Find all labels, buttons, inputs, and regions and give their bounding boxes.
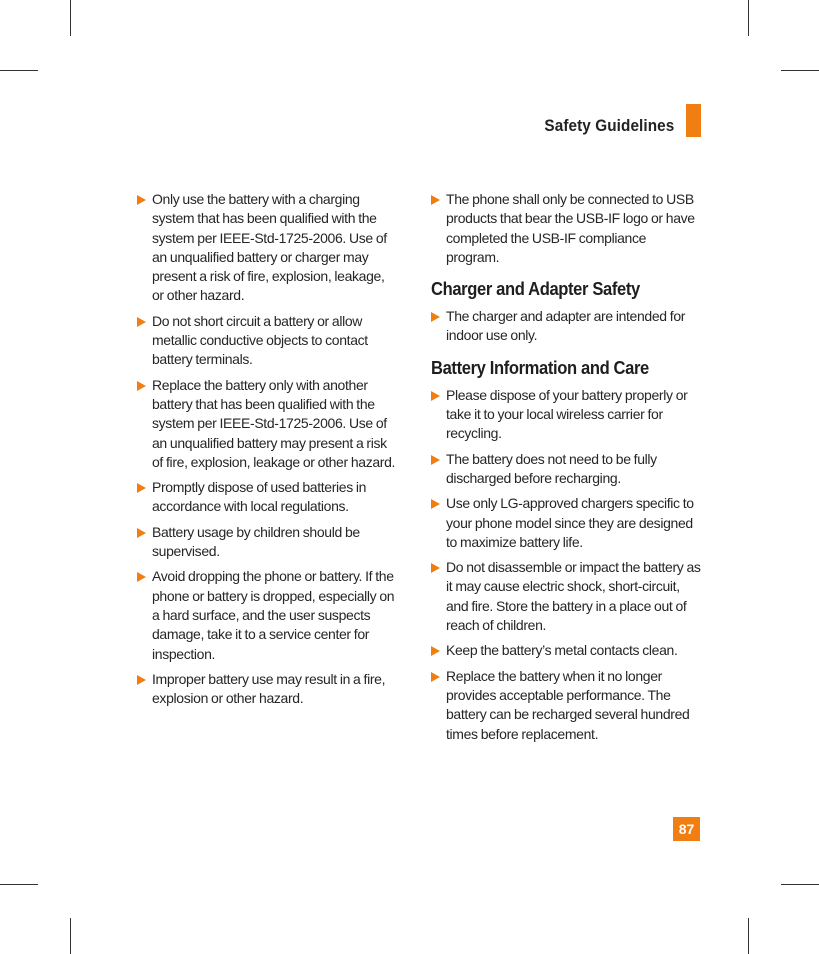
bullet-arrow-icon: [137, 675, 146, 685]
bullet-item: Improper battery use may result in a fire, explosion or other hazard.: [137, 670, 399, 709]
bullet-arrow-icon: [137, 381, 146, 391]
bullet-arrow-icon: [431, 312, 440, 322]
crop-mark: [748, 0, 749, 36]
bullet-item: Keep the battery’s metal contacts clean.: [431, 641, 702, 660]
bullet-arrow-icon: [137, 317, 146, 327]
bullet-arrow-icon: [431, 646, 440, 656]
usb-bullet-list: [431, 190, 702, 267]
crop-mark: [70, 918, 71, 954]
bullet-item: Avoid dropping the phone or battery. If the phone or battery is dropped, especially on a hard surface, and the user suspects damage, take it to a service center for inspection.: [137, 567, 399, 663]
bullet-item: Do not disassemble or impact the battery as it may cause electric shock, short-circuit, and fire. Store the battery in a place out of reach of children.: [431, 558, 702, 635]
crop-mark: [748, 918, 749, 954]
bullet-arrow-icon: [431, 455, 440, 465]
bullet-arrow-icon: [431, 391, 440, 401]
bullet-arrow-icon: [137, 572, 146, 582]
battery-bullet-list: [431, 386, 702, 744]
bullet-item: Replace the battery only with another battery that has been qualified with the system per IEEE-Std-1725-2006. Use of an unqualified battery may present a risk of fire, explosion, leakage or other hazard.: [137, 376, 399, 472]
section-heading-battery: Battery Information and Care: [431, 357, 649, 378]
bullet-arrow-icon: [137, 483, 146, 493]
header-accent-bar: [686, 104, 701, 137]
bullet-item: Replace the battery when it no longer provides acceptable performance. The battery can be recharged several hundred times before replacement.: [431, 667, 702, 744]
section-heading-charger: Charger and Adapter Safety: [431, 279, 640, 300]
crop-mark: [70, 0, 71, 36]
crop-mark: [0, 884, 38, 885]
page-header-title: Safety Guidelines: [544, 116, 674, 135]
bullet-arrow-icon: [137, 528, 146, 538]
bullet-item: The battery does not need to be fully discharged before recharging.: [431, 450, 702, 489]
bullet-item: Promptly dispose of used batteries in accordance with local regulations.: [137, 478, 399, 517]
bullet-item: Only use the battery with a charging system that has been qualified with the system per IEEE-Std-1725-2006. Use of an unqualified battery or charger may present a risk of fire, explosion, leakage, or other hazard.: [137, 190, 399, 306]
bullet-arrow-icon: [137, 195, 146, 205]
crop-mark: [0, 70, 38, 71]
bullet-item: Do not short circuit a battery or allow metallic conductive objects to contact battery terminals.: [137, 312, 399, 370]
bullet-item: Use only LG-approved chargers specific to your phone model since they are designed to maximize battery life.: [431, 494, 702, 552]
bullet-arrow-icon: [431, 563, 440, 573]
left-bullet-list: [137, 190, 399, 708]
bullet-arrow-icon: [431, 672, 440, 682]
bullet-arrow-icon: [431, 195, 440, 205]
bullet-arrow-icon: [431, 499, 440, 509]
left-column: [137, 190, 399, 714]
bullet-item: The phone shall only be connected to USB products that bear the USB-IF logo or have completed the USB-IF compliance program.: [431, 190, 702, 267]
bullet-item: The charger and adapter are intended for indoor use only.: [431, 307, 702, 346]
crop-mark: [781, 884, 819, 885]
bullet-item: Battery usage by children should be supervised.: [137, 523, 399, 562]
right-column: [431, 190, 702, 750]
charger-bullet-list: [431, 307, 702, 346]
crop-mark: [781, 70, 819, 71]
bullet-item: Please dispose of your battery properly or take it to your local wireless carrier for recycling.: [431, 386, 702, 444]
page-number: 87: [673, 817, 700, 841]
